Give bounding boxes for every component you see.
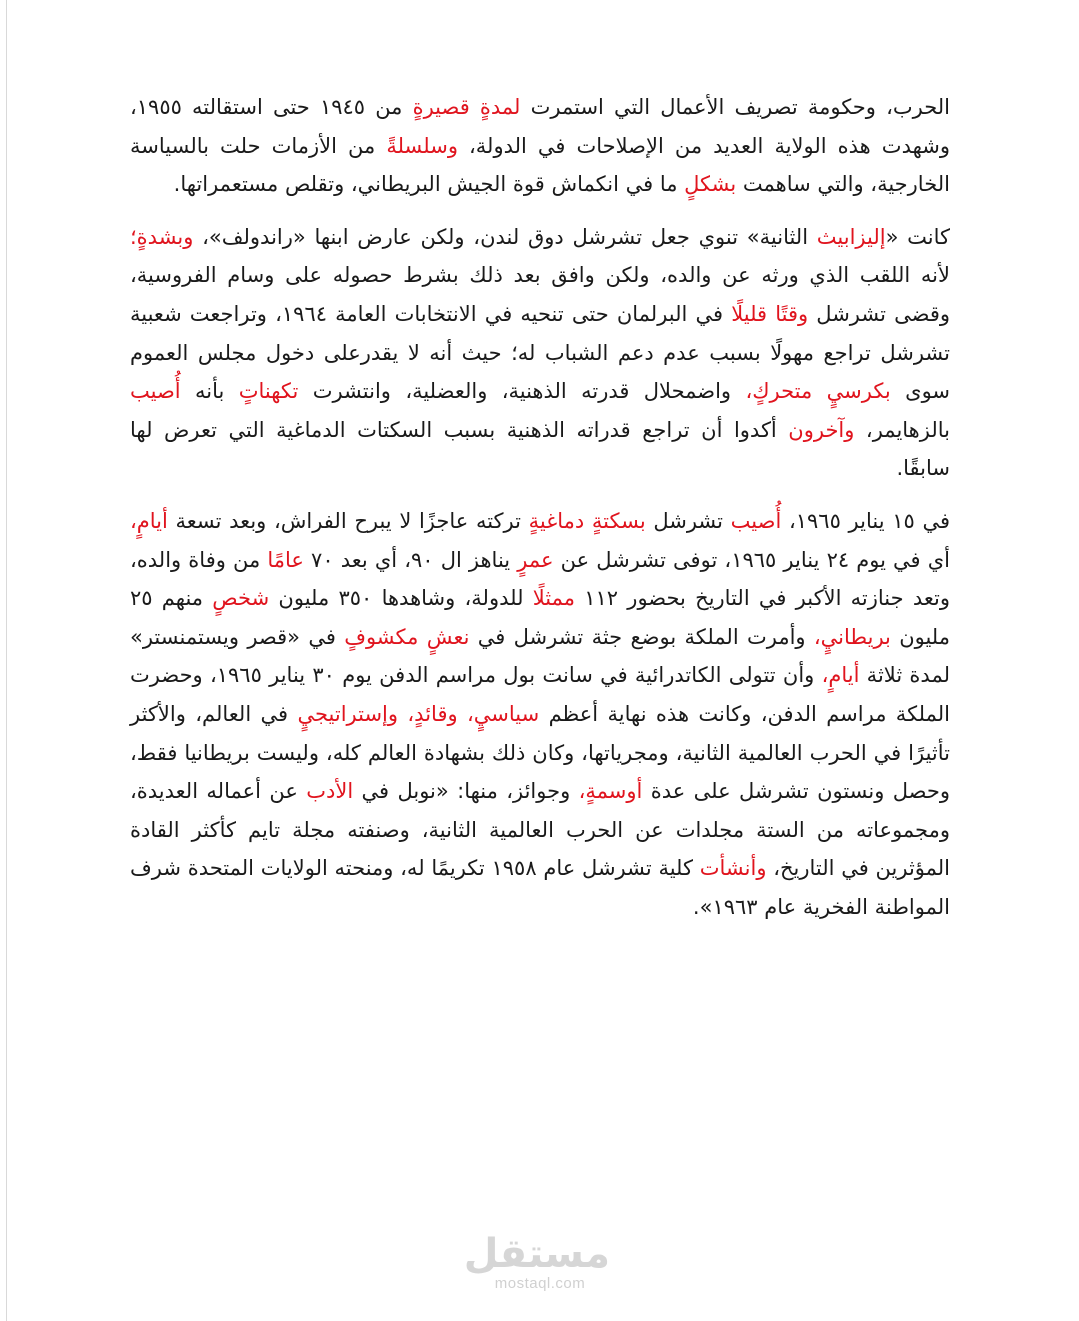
body-text: بالزهايمر، <box>854 417 950 442</box>
body-text: وجوائز، منها: «نوبل في <box>353 779 579 804</box>
page-edge-rule <box>6 0 7 1321</box>
highlighted-text: بكرسيٍ متحركٍ، <box>745 379 891 404</box>
body-text: كلية تشرشل عام ١٩٥٨ تكريمًا له، ومنحته الولايات المتحدة شرف المواطنة الفخرية عام ١٩٦٣». <box>130 856 950 919</box>
paragraph <box>130 502 950 927</box>
highlighted-text: نعشٍ مكشوفٍ <box>344 624 470 649</box>
body-text: الثانية» تنوي جعل تشرشل دوق لندن، ولكن عارض ابنها «راندولف»، <box>193 224 817 249</box>
body-text: في البرلمان حتى تنحيه في الانتخابات العامة ١٩٦٤، وتراجعت شعبية تشرشل تراجع مهولًا بسبب عدم دعم الشباب له؛ حيث أنه لا يقدرعلى دخول مجلس العموم سوى <box>130 301 951 404</box>
body-text: في العالم، والأكثر تأثيرًا في الحرب العالمية الثانية، ومجرياتها، وكان ذلك بشهادة العالم كله، وليست بريطانيا فقط، وحصل ونستون تشرشل على عدة <box>130 701 951 804</box>
watermark-url: mostaql.com <box>494 1275 586 1292</box>
highlighted-text: بريطانيٍ، <box>813 624 891 649</box>
highlighted-text: لمدةٍ قصيرةٍ <box>412 95 521 119</box>
highlighted-text: أوسمةٍ، <box>578 779 643 804</box>
highlighted-text: أُصيب <box>130 379 181 404</box>
highlighted-text: بسكتةٍ دماغيةٍ <box>528 508 646 533</box>
body-text: بأنه <box>180 379 239 404</box>
highlighted-text: وبشدةٍ؛ <box>130 224 194 249</box>
body-text: في ١٥ يناير ١٩٦٥، <box>781 508 951 533</box>
highlighted-text: عمرٍ <box>517 547 554 572</box>
body-text: أي في يوم ٢٤ يناير ١٩٦٥، توفى تشرشل عن <box>553 547 950 572</box>
mostaql-watermark <box>463 1231 610 1292</box>
body-text: من وفاة والده، وتعد جنازته الأكبر في التاريخ بحضور ١١٢ <box>130 547 950 611</box>
highlighted-text: الأدب <box>306 779 354 804</box>
highlighted-text: أيامٍ، <box>130 508 168 533</box>
body-text: واضمحلال قدرته الذهنية، والعضلية، وانتشرت <box>298 379 746 404</box>
highlighted-text: شخصٍ <box>212 586 270 611</box>
highlighted-text: أُصيب <box>730 508 782 533</box>
watermark-logo: مستقل <box>463 1231 610 1277</box>
body-text: من الأزمات حلت بالسياسة الخارجية، والتي ساهمت <box>130 133 950 197</box>
highlighted-text: عامًا <box>267 547 304 572</box>
highlighted-text: وقتًا قليلًا <box>731 301 809 326</box>
highlighted-text: وأنشأت <box>699 856 767 881</box>
body-text: الحرب، وحكومة تصريف الأعمال التي استمرت <box>520 95 950 119</box>
body-text: وأن تتولى الكاتدرائية في سانت بول مراسم الدفن يوم ٣٠ يناير ١٩٦٥، وحضرت الملكة مراسم الدفن، وكانت هذه نهاية أعظم <box>130 663 950 726</box>
highlighted-text: إليزابيث <box>816 224 886 249</box>
highlighted-text: ممثلًا <box>532 586 575 611</box>
body-text: أكدوا أن تراجع قدراته الذهنية بسبب السكتات الدماغية التي تعرض لها سابقًا. <box>130 417 950 481</box>
body-text: تركته عاجزًا لا يبرح الفراش، وبعد تسعة <box>167 508 529 533</box>
body-text: يناهز ال ٩٠، أي بعد ٧٠ <box>303 547 518 572</box>
highlighted-text: سياسيٍ، وقائدٍ، وإستراتيجيٍ <box>297 701 540 726</box>
highlighted-text: أيامٍ، <box>821 663 860 688</box>
highlighted-text: بشكلٍ <box>684 172 737 197</box>
body-text: في «قصر ويستمنستر» لمدة ثلاثة <box>130 624 950 688</box>
body-text: منهم ٢٥ مليون <box>130 586 951 649</box>
body-text: لأنه اللقب الذي ورثه عن والده، ولكن وافق بعد ذلك بشرط حصوله على وسام الفروسية، وقضى تشرشل <box>130 263 950 326</box>
body-text: تشرشل <box>645 508 731 533</box>
document-body <box>130 88 950 940</box>
highlighted-text: وسلسلةً <box>386 133 458 158</box>
body-text: للدولة، وشاهدها ٣٥٠ مليون <box>269 586 533 611</box>
body-text: عن أعماله العديدة، ومجموعاته من الستة مجلدات عن الحرب العالمية الثانية، وصنفته مجلة تايم كأكثر القادة المؤثرين في التاريخ، <box>130 779 951 881</box>
paragraph <box>130 218 950 488</box>
highlighted-text: تكهناتٍ <box>238 379 299 404</box>
body-text: من ١٩٤٥ حتى استقالته ١٩٥٥، وشهدت هذه الولاية العديد من الإصلاحات في الدولة، <box>130 95 951 158</box>
body-text: ما في انكماش قوة الجيش البريطاني، وتقلص مستعمراتها. <box>173 172 685 197</box>
paragraph <box>130 88 950 204</box>
highlighted-text: وآخرون <box>788 417 855 442</box>
body-text: وأمرت الملكة بوضع جثة تشرشل في <box>469 624 814 649</box>
body-text: كانت « <box>885 224 950 249</box>
